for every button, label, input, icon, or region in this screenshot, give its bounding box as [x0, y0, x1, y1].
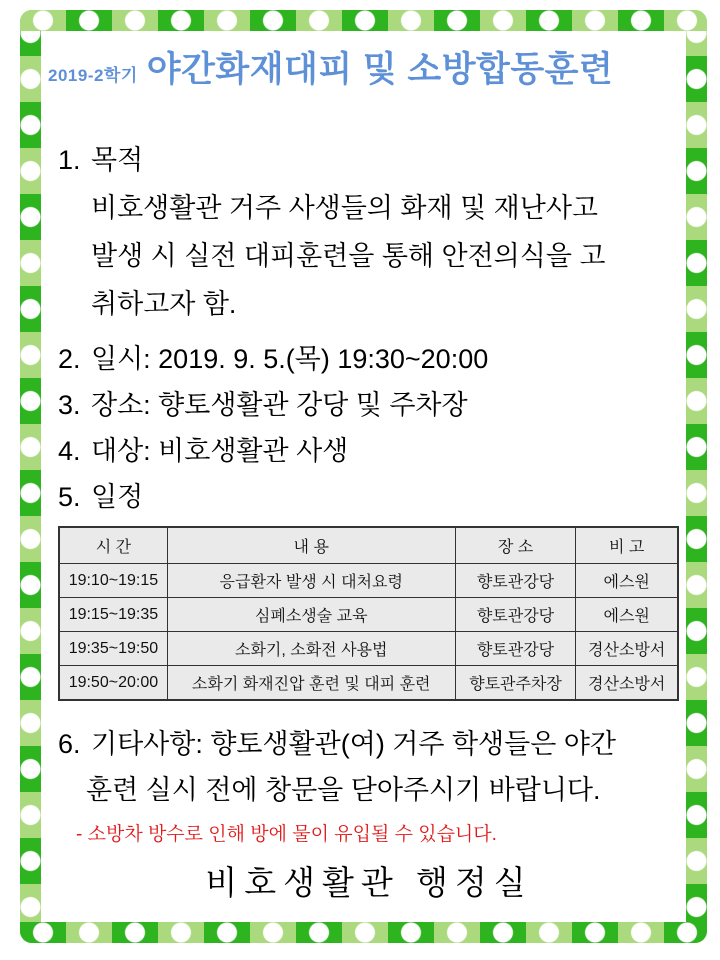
item-schedule — [58, 474, 680, 520]
item-number: 1. — [58, 145, 81, 175]
cell-time: 19:10~19:15 — [59, 564, 167, 598]
cell-desc: 소화기 화재진압 훈련 및 대피 훈련 — [167, 666, 455, 701]
item-text: 대상: 비호생활관 사생 — [91, 436, 349, 466]
cell-desc: 응급환자 발생 시 대처요령 — [167, 564, 455, 598]
item-number: 6. — [58, 729, 81, 759]
item-number: 5. — [58, 482, 81, 512]
etc-line1 — [58, 721, 680, 767]
section-etc — [58, 721, 680, 813]
cell-place: 향토관강당 — [455, 632, 576, 666]
cell-time: 19:35~19:50 — [59, 632, 167, 666]
purpose-label: 목적 — [91, 145, 144, 175]
cell-desc: 소화기, 소화전 사용법 — [167, 632, 455, 666]
header-note: 비 고 — [576, 527, 678, 564]
purpose-heading — [58, 136, 680, 184]
cell-place: 향토관강당 — [455, 598, 576, 632]
semester-label: 2019-2학기 — [48, 66, 138, 85]
header-desc: 내 용 — [167, 527, 455, 564]
table-header-row — [59, 527, 678, 564]
section-purpose — [58, 136, 680, 328]
item-text: 일시: 2019. 9. 5.(목) 19:30~20:00 — [91, 344, 489, 374]
cell-place: 향토관주차장 — [455, 666, 576, 701]
header-time: 시 간 — [59, 527, 167, 564]
cell-note: 경산소방서 — [576, 632, 678, 666]
etc-line2: 훈련 실시 전에 창문을 닫아주시기 바랍니다. — [86, 775, 601, 805]
border-band-right — [686, 10, 707, 943]
table-row — [59, 666, 678, 701]
cell-time: 19:15~19:35 — [59, 598, 167, 632]
cell-place: 향토관강당 — [455, 564, 576, 598]
item-number: 3. — [58, 390, 81, 420]
item-text: 일정 — [91, 482, 144, 512]
item-datetime — [58, 336, 680, 382]
item-text: 장소: 향토생활관 강당 및 주차장 — [91, 390, 468, 420]
purpose-line: 발생 시 실전 대피훈련을 통해 안전의식을 고 — [91, 241, 606, 271]
schedule-table — [58, 526, 679, 701]
section-details — [58, 336, 680, 520]
border-band-bottom — [20, 922, 707, 943]
item-number: 2. — [58, 344, 81, 374]
warning-note: - 소방차 방수로 인해 방에 물이 유입될 수 있습니다. — [76, 824, 497, 845]
table-row — [59, 598, 678, 632]
notice-content — [48, 0, 680, 905]
purpose-line: 취하고자 함. — [91, 289, 237, 319]
item-place — [58, 382, 680, 428]
border-band-left — [20, 10, 41, 943]
table-row — [59, 564, 678, 598]
cell-note: 에스원 — [576, 598, 678, 632]
cell-note: 경산소방서 — [576, 666, 678, 701]
item-number: 4. — [58, 436, 81, 466]
item-target — [58, 428, 680, 474]
purpose-line: 비호생활관 거주 사생들의 화재 및 재난사고 — [91, 193, 598, 223]
cell-time: 19:50~20:00 — [59, 666, 167, 701]
cell-note: 에스원 — [576, 564, 678, 598]
page-title: 야간화재대피 및 소방합동훈련 — [146, 50, 614, 89]
header-place: 장 소 — [455, 527, 576, 564]
issuer-signature: 비호생활관 행정실 — [205, 864, 533, 901]
cell-desc: 심폐소생술 교육 — [167, 598, 455, 632]
notice-title — [48, 42, 680, 92]
etc-text: 기타사항: 향토생활관(여) 거주 학생들은 야간 — [91, 729, 616, 759]
table-row — [59, 632, 678, 666]
